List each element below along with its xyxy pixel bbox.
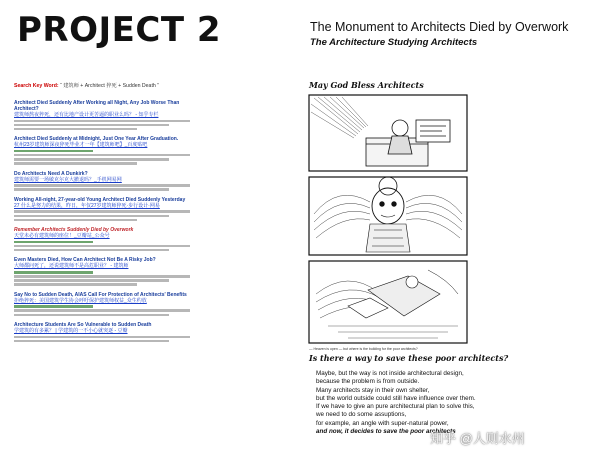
result-snippet-line (14, 249, 169, 252)
comic-caption: — Heaven is open — but where is the building for the poor architects? (309, 347, 418, 351)
question-heading: Is there a way to save these poor architects? (309, 353, 509, 363)
panel-3-architect-carried (316, 270, 458, 338)
result-link[interactable]: 建筑师熬夜猝死，还有比地产设计更苦逼的职业么吗？ - 知乎专栏 (14, 112, 159, 118)
poem-line: If we have to give an pure architectural plan to solve this, (316, 403, 475, 411)
result-snippet-line (14, 283, 137, 286)
result-snippet-line (14, 162, 137, 165)
result-snippet-line (14, 158, 169, 161)
result-link[interactable]: 杭州23岁建筑师深夜猝死毕业才一年【建筑师吧】_百度贴吧 (14, 142, 148, 149)
search-result[interactable] (14, 227, 190, 251)
result-url (14, 241, 93, 244)
comic-strip (308, 94, 468, 344)
result-snippet-line (14, 215, 169, 218)
project-subtitle: The Monument to Architects Died by Overwork (310, 20, 569, 34)
result-title[interactable]: Architect Died Suddenly After Working all Night, Any Job Worse Than Architect? (14, 100, 180, 112)
result-url (14, 271, 93, 274)
result-snippet-line (14, 309, 190, 312)
poem-text (316, 370, 476, 436)
search-result[interactable] (14, 171, 190, 191)
poem-line: Maybe, but the way is not inside architectural design, (316, 370, 464, 377)
result-snippet-line (14, 336, 190, 339)
search-result[interactable] (14, 292, 190, 316)
result-url (14, 150, 93, 153)
project-title: PROJECT 2 (17, 10, 222, 50)
result-snippet-line (14, 245, 190, 248)
result-title[interactable]: Do Architects Need A Dunkirk? (14, 170, 88, 177)
search-result[interactable] (14, 136, 190, 164)
search-result[interactable] (14, 197, 190, 221)
panel-1-heaven-light (311, 97, 368, 138)
search-keyword-label: Search Key Word: (14, 83, 59, 89)
poem-line-emphasis: and now, it decides to save the poor architects (316, 428, 456, 436)
search-results-list (14, 100, 190, 348)
result-snippet-line (14, 120, 190, 123)
result-snippet-line (14, 124, 169, 127)
poem-line: Many architects stay in their own shelter, (316, 386, 430, 394)
panel-2-angel-cyborg (314, 177, 462, 252)
result-link[interactable]: 天堂未必有建筑师的座位！_豆瓣站_公众号 (14, 233, 110, 240)
search-result[interactable] (14, 257, 190, 285)
result-title[interactable]: Say No to Sudden Death, AIAS Call For Protection of Architects' Benefits (14, 291, 187, 298)
result-snippet-line (14, 219, 137, 222)
result-snippet-line (14, 184, 190, 187)
result-title[interactable]: Working All-night, 27-year-old Young Architect Died Suddenly Yesterday (14, 196, 186, 203)
search-keyword-line (14, 82, 159, 89)
result-url (14, 305, 93, 308)
project-subtitle-secondary: The Architecture Studying Architects (310, 37, 478, 48)
result-link[interactable]: 拒绝猝死：美国建筑学生协会呼吁保护建筑师权益_众生约放 (14, 297, 147, 304)
poem-line: for example, an angle with super-natural power, (316, 419, 449, 427)
poem-line: but the world outside could still have influence over them. (316, 394, 476, 402)
poem-line: we need to do some assuptions, (316, 411, 407, 419)
search-keyword-terms: “ 建筑师 + Architect 猝死 + Sudden Death ” (60, 83, 159, 89)
result-snippet-line (14, 279, 169, 282)
poem-line: because the problem is from outside. (316, 378, 420, 386)
result-link[interactable]: 建筑师需要一场敏克尔克大撤退吗？_手机网易网 (14, 176, 122, 183)
result-title[interactable]: Even Masters Died, How Can Architect Not Be A Risky Job? (14, 257, 156, 264)
result-link[interactable]: 大师都问死了，还说建筑师不是高危职业？ - 建筑师 (14, 263, 129, 270)
zhihu-watermark: 知乎 @人则水州 (430, 431, 525, 446)
result-link[interactable]: 学建筑的有多累？ | 学建筑的一不小心就突逐 - 豆瓣 (14, 328, 128, 335)
comic-title: May God Bless Architects (309, 80, 424, 90)
result-snippet-line (14, 188, 169, 191)
search-result[interactable] (14, 100, 190, 130)
result-snippet-line (14, 314, 169, 317)
result-title[interactable]: Remember Architects Suddenly Died by Overwork (14, 227, 134, 234)
result-link[interactable]: 27 什么是努力的结果，昨日，年仅27岁建筑师猝死·步行设计·网易 (14, 202, 160, 209)
result-snippet-line (14, 275, 190, 278)
result-snippet-line (14, 128, 137, 131)
result-title[interactable]: Architect Died Suddenly at Midnight, Just One Year After Graduation. (14, 136, 179, 143)
result-snippet-line (14, 154, 190, 157)
search-result[interactable] (14, 322, 190, 342)
result-snippet-line (14, 340, 169, 343)
result-title[interactable]: Architecture Students Are So Vulnerable to Sudden Death (14, 322, 152, 329)
result-snippet-line (14, 210, 190, 213)
panel-1-architect-at-desk (366, 120, 450, 166)
